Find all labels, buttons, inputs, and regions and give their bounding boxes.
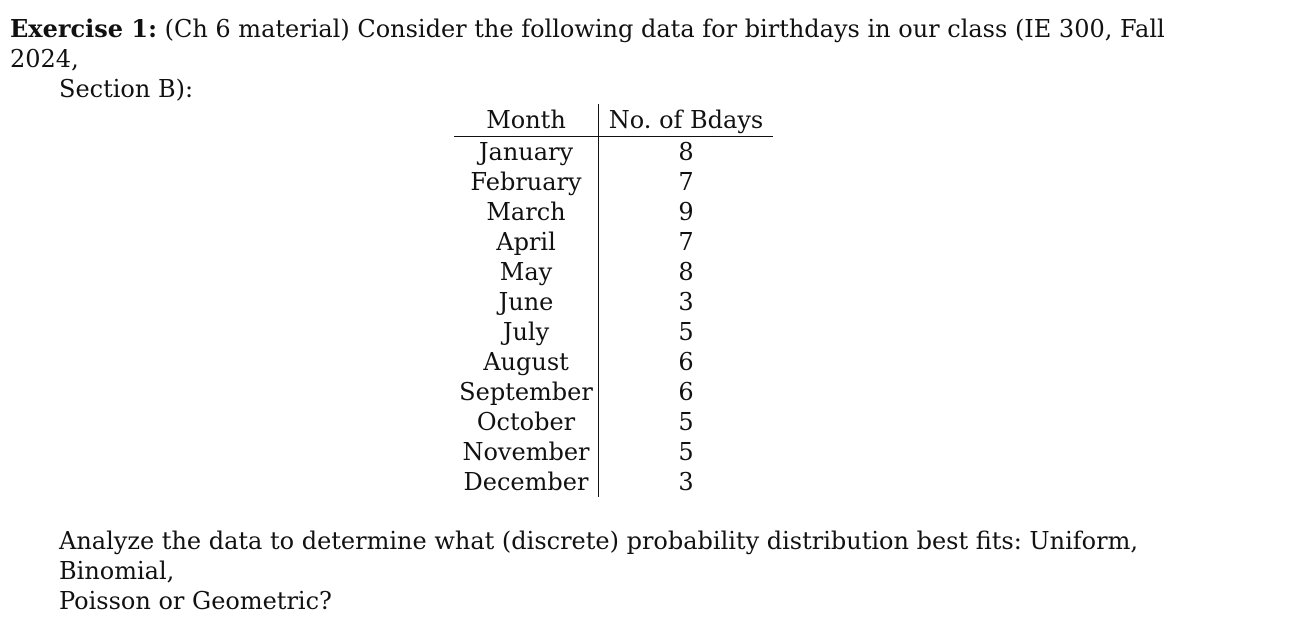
month-cell: December <box>454 467 599 497</box>
count-cell: 8 <box>678 138 694 166</box>
count-cell: 3 <box>678 468 694 496</box>
count-cell: 3 <box>678 288 694 316</box>
month-cell: February <box>454 167 599 197</box>
table-row <box>454 437 773 467</box>
table-header-row <box>454 104 773 137</box>
month-cell: January <box>454 137 599 168</box>
table-row <box>454 377 773 407</box>
table-row <box>454 347 773 377</box>
exercise-label: Exercise 1: <box>10 14 157 43</box>
exercise-heading <box>10 14 1240 104</box>
table-row <box>454 317 773 347</box>
count-cell: 8 <box>678 258 694 286</box>
table-row <box>454 167 773 197</box>
birthday-table <box>454 104 773 497</box>
question-line1: Analyze the data to determine what (discrete) probability distribution best fits: Uniform, Binomial, <box>59 527 1138 585</box>
table-row <box>454 227 773 257</box>
month-cell: March <box>454 197 599 227</box>
table-row <box>454 137 773 168</box>
month-cell: May <box>454 257 599 287</box>
count-cell: 7 <box>678 168 694 196</box>
count-cell: 6 <box>678 378 694 406</box>
count-cell: 5 <box>678 438 694 466</box>
exercise-intro-line1: (Ch 6 material) Consider the following data for birthdays in our class (IE 300, Fall 2024, <box>10 15 1165 73</box>
month-cell: August <box>454 347 599 377</box>
table-row <box>454 257 773 287</box>
question-text <box>59 526 1259 616</box>
table-row <box>454 467 773 497</box>
table-row <box>454 197 773 227</box>
table-row <box>454 287 773 317</box>
table-body <box>454 137 773 498</box>
count-cell: 9 <box>678 198 694 226</box>
month-cell: April <box>454 227 599 257</box>
table-row <box>454 407 773 437</box>
count-cell: 5 <box>678 408 694 436</box>
count-cell: 6 <box>678 348 694 376</box>
question-line2: Poisson or Geometric? <box>59 587 332 615</box>
exercise-intro-line2: Section B): <box>59 75 194 103</box>
month-cell: June <box>454 287 599 317</box>
month-cell: October <box>454 407 599 437</box>
count-cell: 5 <box>678 318 694 346</box>
month-cell: September <box>454 377 599 407</box>
count-cell: 7 <box>678 228 694 256</box>
month-cell: November <box>454 437 599 467</box>
header-month: Month <box>454 104 599 137</box>
header-count: No. of Bdays <box>599 104 774 137</box>
month-cell: July <box>454 317 599 347</box>
